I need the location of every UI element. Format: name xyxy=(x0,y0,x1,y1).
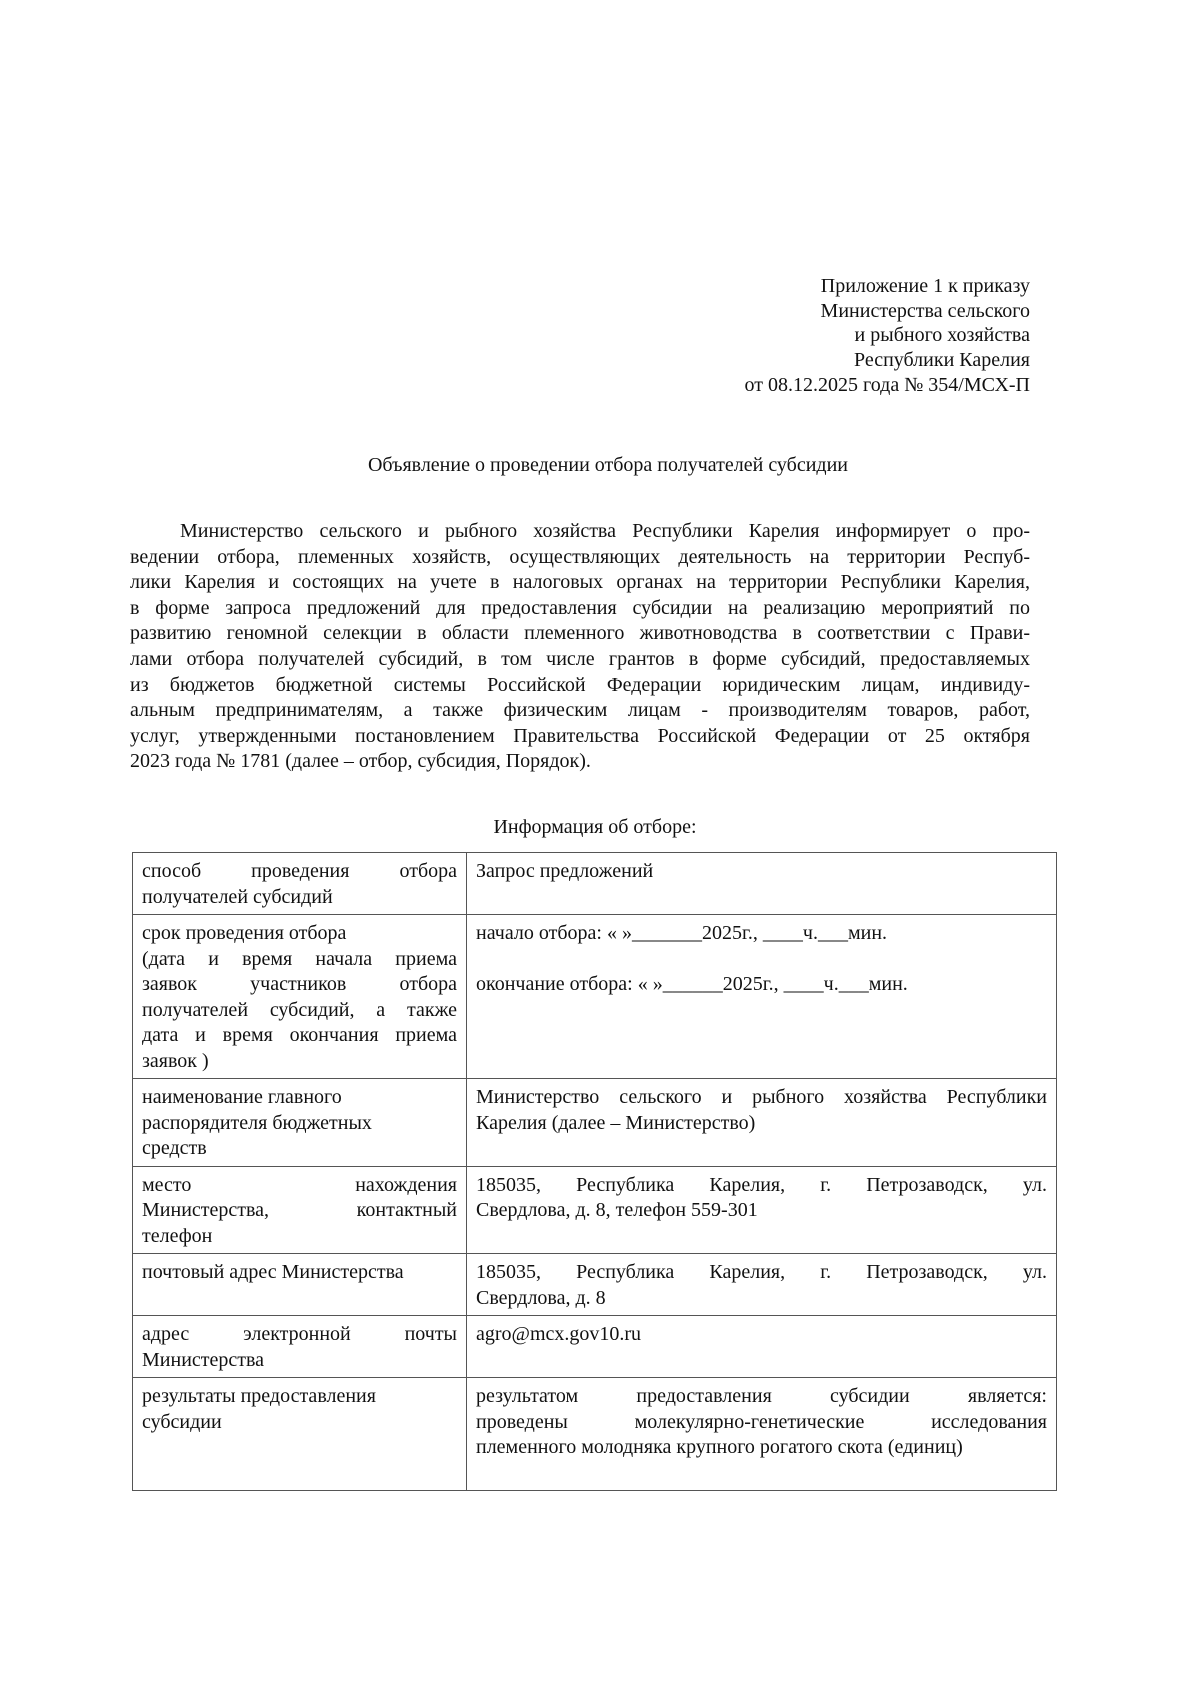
text-line: альным предпринимателям, а также физическим лицам - производителям товаров, работ, xyxy=(130,699,1030,722)
row-label xyxy=(133,1316,467,1378)
row-value xyxy=(467,1254,1057,1316)
text-line: ведении отбора, племенных хозяйств, осуществляющих деятельность на территории Респуб- xyxy=(130,545,1030,568)
text-line: заявок участников отбора xyxy=(142,973,457,995)
row-value xyxy=(467,1316,1057,1378)
text-line xyxy=(476,947,1047,973)
row-value xyxy=(467,915,1057,1079)
text-line: Министерство сельского и рыбного хозяйства Республики Карелия информирует о про- xyxy=(180,520,1030,542)
row-value xyxy=(467,1378,1057,1491)
header-line: от 08.12.2025 года № 354/МСХ-П xyxy=(744,373,1030,396)
row-value xyxy=(467,1079,1057,1167)
text-line: распорядителя бюджетных xyxy=(142,1111,372,1134)
text-line: начало отбора: « »_______2025г., ____ч.___мин. xyxy=(476,922,888,944)
text-line: телефон xyxy=(142,1224,213,1247)
text-line: agro@mcx.gov10.ru xyxy=(476,1323,642,1345)
info-table xyxy=(132,852,1057,1491)
text-line xyxy=(476,1461,1047,1487)
table-row xyxy=(133,1254,1057,1316)
text-line: место нахождения xyxy=(142,1173,457,1196)
text-line: субсидии xyxy=(142,1410,222,1433)
table-row xyxy=(133,915,1057,1079)
row-label xyxy=(133,853,467,915)
text-line: срок проведения отбора xyxy=(142,922,347,944)
text-line: из бюджетов бюджетной системы Российской Федерации юридическим лицам, индивиду- xyxy=(130,673,1030,696)
appendix-header xyxy=(745,274,1030,398)
text-line: лики Карелия и состоящих на учете в налоговых органах на территории Республики Карелия, xyxy=(130,571,1030,594)
text-line: Министерства, контактный xyxy=(142,1199,457,1221)
row-label xyxy=(133,1166,467,1254)
row-value xyxy=(467,1166,1057,1254)
text-line: племенного молодняка крупного рогатого скота (единиц) xyxy=(476,1436,963,1458)
row-label xyxy=(133,1254,467,1316)
document-title: Объявление о проведении отбора получателей субсидии xyxy=(367,454,849,476)
info-heading: Информация об отборе: xyxy=(493,816,697,838)
text-line: развитию геномной селекции в области племенного животноводства в соответствии с Прави- xyxy=(130,622,1030,645)
text-line: адрес электронной почты xyxy=(142,1323,457,1345)
text-line: Карелия (далее – Министерство) xyxy=(476,1111,756,1134)
text-line: получателей субсидий, а также xyxy=(142,998,457,1021)
body-paragraph xyxy=(130,519,1030,775)
text-line: заявок ) xyxy=(142,1049,209,1072)
row-label xyxy=(133,1378,467,1491)
text-line: дата и время окончания приема xyxy=(142,1024,457,1046)
text-line: окончание отбора: « »______2025г., ____ч.___мин. xyxy=(476,973,908,995)
row-label xyxy=(133,1079,467,1167)
text-line: 185035, Республика Карелия, г. Петрозаводск, ул. xyxy=(476,1261,1047,1283)
table-row xyxy=(133,1316,1057,1378)
text-line: в форме запроса предложений для предоставления субсидии на реализацию мероприятий по xyxy=(130,596,1030,619)
text-line: средств xyxy=(142,1137,207,1159)
text-line: Министерства xyxy=(142,1348,265,1371)
text-line: результатом предоставления субсидии является: xyxy=(476,1385,1047,1407)
header-line: Министерства сельского xyxy=(820,299,1030,322)
text-line: (дата и время начала приема xyxy=(142,947,457,970)
table-row xyxy=(133,1166,1057,1254)
header-line: Приложение 1 к приказу xyxy=(820,275,1030,297)
text-line: результаты предоставления xyxy=(142,1385,376,1407)
text-line: Свердлова, д. 8, телефон 559-301 xyxy=(476,1199,758,1221)
text-line: получателей субсидий xyxy=(142,885,333,908)
row-value xyxy=(467,853,1057,915)
header-line: Республики Карелия xyxy=(853,349,1030,372)
text-line: лами отбора получателей субсидий, в том числе грантов в форме субсидий, предоставляемых xyxy=(130,647,1030,670)
text-line: Свердлова, д. 8 xyxy=(476,1286,606,1309)
text-line: Запрос предложений xyxy=(476,860,654,882)
table-row xyxy=(133,853,1057,915)
text-line: способ проведения отбора xyxy=(142,860,457,882)
text-line: Министерство сельского и рыбного хозяйства Республики xyxy=(476,1086,1047,1108)
table-row xyxy=(133,1079,1057,1167)
table-row xyxy=(133,1378,1057,1491)
text-line: проведены молекулярно-генетические исследования xyxy=(476,1410,1047,1433)
text-line: 2023 года № 1781 (далее – отбор, субсидия, Порядок). xyxy=(130,750,591,773)
text-line: наименование главного xyxy=(142,1086,342,1108)
header-line: и рыбного хозяйства xyxy=(854,324,1030,347)
text-line: почтовый адрес Министерства xyxy=(142,1261,404,1283)
text-line: услуг, утвержденными постановлением Правительства Российской Федерации от 25 октября xyxy=(130,724,1030,747)
text-line: 185035, Республика Карелия, г. Петрозаводск, ул. xyxy=(476,1173,1047,1196)
row-label xyxy=(133,915,467,1079)
